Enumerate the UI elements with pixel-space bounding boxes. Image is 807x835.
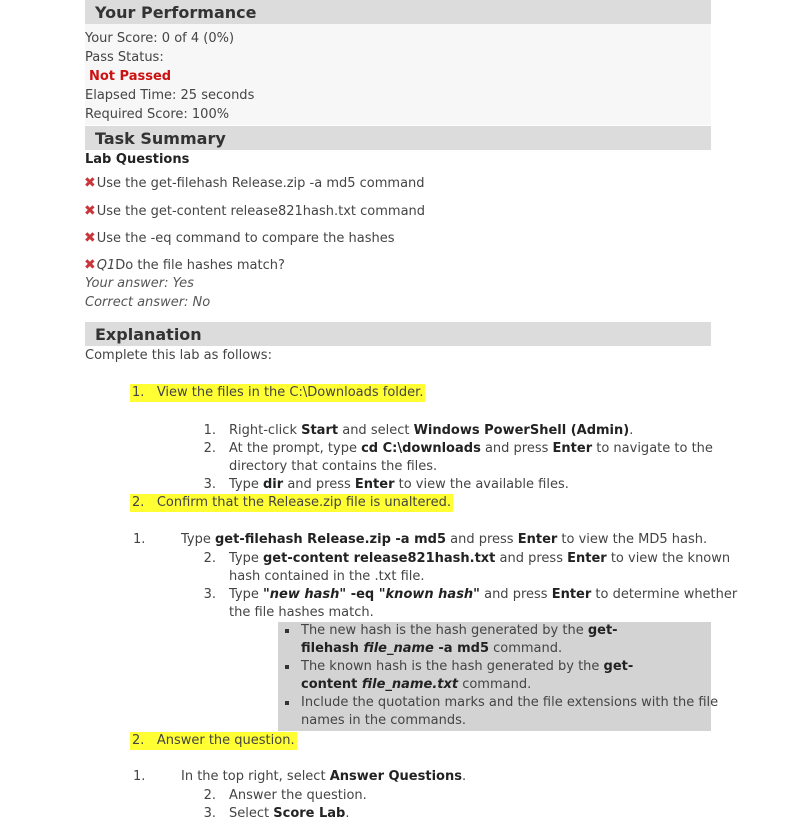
explanation-heading: Explanation [95, 325, 202, 344]
lab-questions-heading: Lab Questions [85, 152, 190, 167]
substep-text: Right-click Start and select Windows PowerShell (Admin). [229, 423, 634, 438]
substep-text: Type get-filehash Release.zip -a md5 and press Enter to view the MD5 hash. [181, 532, 708, 547]
elapsed-time: Elapsed Time: 25 seconds [85, 88, 255, 103]
note-text-cont: content file_name.txt command. [301, 677, 532, 692]
score-text: Your Score: 0 of 4 (0%) [85, 31, 235, 46]
substep-number: 3. [203, 477, 216, 492]
pass-status-label: Pass Status: [85, 50, 164, 65]
step-1-title: 1. View the files in the C:\Downloads folder. [132, 385, 424, 400]
substep-number: 2. [203, 788, 216, 803]
substep-text: Type get-content release821hash.txt and press Enter to view the known [229, 551, 731, 566]
task-item: ✖Use the get-filehash Release.zip -a md5 command [84, 175, 425, 191]
step-2-title: 2. Confirm that the Release.zip file is unaltered. [132, 495, 451, 510]
explanation-intro: Complete this lab as follows: [85, 348, 272, 363]
pass-status-value: Not Passed [89, 69, 172, 84]
substep-text: Type dir and press Enter to view the available files. [229, 477, 569, 492]
task-summary-header [85, 126, 711, 150]
fail-x-icon: ✖ [84, 175, 96, 191]
note-text-cont: filehash file_name -a md5 command. [301, 641, 563, 656]
fail-x-icon: ✖ [84, 203, 96, 219]
substep-text-cont: hash contained in the .txt file. [229, 569, 425, 584]
substep-number: 1. [133, 769, 146, 784]
task-summary-heading: Task Summary [95, 129, 226, 148]
bullet-icon [285, 665, 289, 669]
substep-text: In the top right, select Answer Questions. [181, 769, 467, 784]
fail-x-icon: ✖ [84, 230, 96, 246]
task-item: ✖Use the -eq command to compare the hashes [84, 230, 395, 246]
substep-number: 2. [203, 441, 216, 456]
substep-text-cont: directory that contains the files. [229, 459, 438, 474]
substep-number: 1. [133, 532, 146, 547]
substep-text: Answer the question. [229, 788, 367, 803]
substep-text-cont: the file hashes match. [229, 605, 374, 620]
step-3-title: 2. Answer the question. [132, 733, 295, 748]
required-score: Required Score: 100% [85, 107, 230, 122]
question-prefix: Q1 [96, 258, 116, 273]
note-text: The known hash is the hash generated by the get- [301, 659, 634, 674]
performance-header [85, 0, 711, 24]
substep-text: Type "new hash" -eq "known hash" and press Enter to determine whether [229, 587, 738, 602]
substep-number: 3. [203, 806, 216, 821]
correct-answer: Correct answer: No [85, 295, 211, 310]
performance-heading: Your Performance [95, 3, 257, 22]
substep-number: 1. [203, 423, 216, 438]
note-text-cont: names in the commands. [301, 713, 467, 728]
substep-number: 2. [203, 551, 216, 566]
question-item [84, 256, 285, 275]
substep-number: 3. [203, 587, 216, 602]
substep-text: Select Score Lab. [229, 806, 350, 821]
explanation-header [85, 322, 711, 346]
substep-text: At the prompt, type cd C:\downloads and press Enter to navigate to the [229, 441, 713, 456]
note-text: The new hash is the hash generated by the get- [301, 623, 618, 638]
bullet-icon [285, 629, 289, 633]
fail-x-icon: ✖ [84, 257, 96, 273]
note-text: Include the quotation marks and the file extensions with the file [301, 695, 719, 710]
question-text: Do the file hashes match? [115, 258, 285, 273]
bullet-icon [285, 701, 289, 705]
your-answer: Your answer: Yes [85, 276, 194, 291]
task-item: ✖Use the get-content release821hash.txt command [84, 203, 426, 219]
